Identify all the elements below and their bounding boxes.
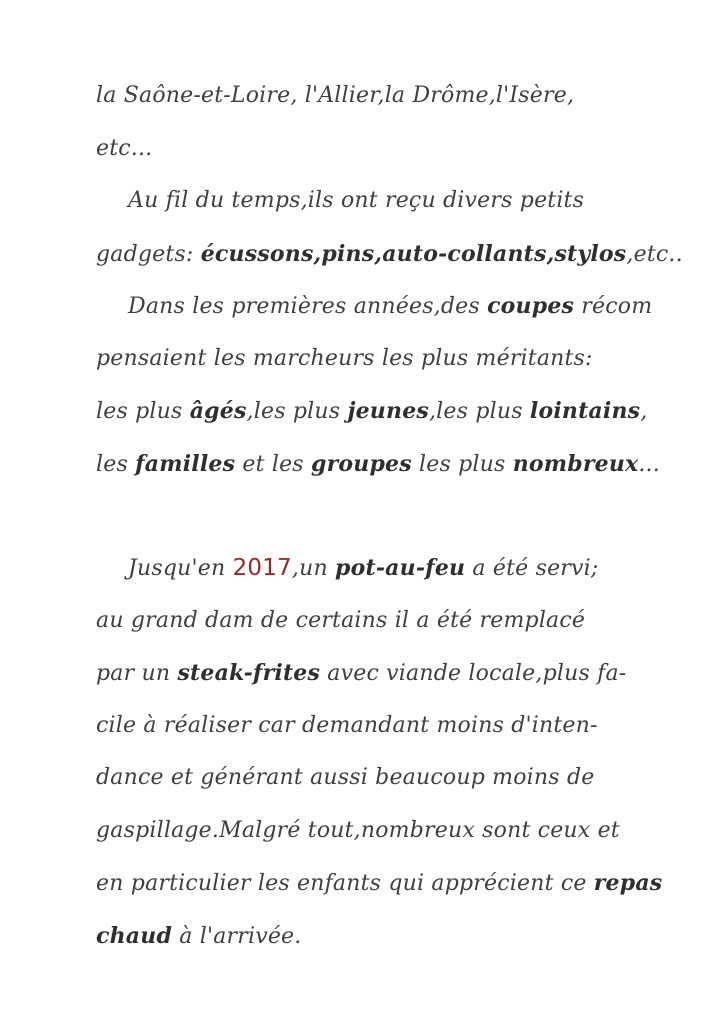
text-line [96,752,686,805]
text-line [96,70,686,123]
emphasized-text: écussons,pins,auto-collants,stylos [200,240,627,267]
text-segment: les [96,451,136,477]
text-segment: Jusqu'en [128,556,233,581]
text-segment: au grand dam de certains il a été remplacé [96,607,586,633]
paragraph-gap [96,490,686,542]
text-line [96,805,686,858]
text-line [96,542,686,595]
text-line [96,175,686,228]
text-line [96,910,686,963]
emphasized-text: steak-frites [177,660,321,686]
emphasized-text: jeunes [347,398,429,424]
text-segment: ,un [291,556,336,581]
text-line [96,700,686,753]
text-line [96,228,686,281]
text-segment: à l'arrivée. [172,923,302,949]
text-segment: en particulier les enfants qui apprécient ce [96,871,594,896]
text-segment: Au fil du temps,ils ont reçu divers petits [128,188,585,213]
text-segment: par un [96,661,178,686]
text-segment: dance et générant aussi beaucoup moins de [96,765,595,790]
text-segment: ,les plus [246,399,348,424]
emphasized-text: chaud [96,922,173,949]
text-line [96,385,686,438]
text-segment: a été servi; [465,556,599,581]
handwritten-text [96,70,686,962]
emphasized-text: coupes [487,293,575,319]
text-line [96,595,686,648]
text-line [96,857,686,910]
text-segment: cile à réaliser car demandant moins d'inten- [96,712,598,738]
text-segment: ,les plus [428,399,530,424]
text-segment: avec viande locale,plus fa- [320,661,627,686]
text-segment: gaspillage.Malgré tout,nombreux sont ceux et [96,817,620,843]
emphasized-text: lointains [529,398,641,424]
text-segment: la Saône-et-Loire, l'Allier,la Drôme,l'Isère, [96,83,575,108]
text-segment: pensaient les marcheurs les plus méritants: [96,345,593,371]
text-segment: gadgets: [96,241,201,267]
text-line [96,438,686,491]
year-number: 2017 [232,555,292,581]
text-segment: Dans les premières années,des [128,294,488,319]
emphasized-text: repas [593,870,663,896]
text-segment: les plus [411,451,513,477]
text-line [96,647,686,700]
emphasized-text: groupes [311,450,412,477]
text-segment: etc... [96,135,153,161]
text-segment: ... [638,451,660,477]
text-segment: et les [235,451,311,477]
text-segment: , [640,399,648,424]
text-segment: ,etc.. [626,241,683,267]
text-segment: les plus [96,399,190,424]
emphasized-text: familles [135,450,236,477]
text-line [96,123,686,176]
text-line [96,280,686,333]
emphasized-text: âgés [189,398,247,424]
text-segment: récom [574,294,653,319]
emphasized-text: pot-au-feu [335,555,466,581]
text-line [96,333,686,386]
emphasized-text: nombreux [512,450,639,477]
